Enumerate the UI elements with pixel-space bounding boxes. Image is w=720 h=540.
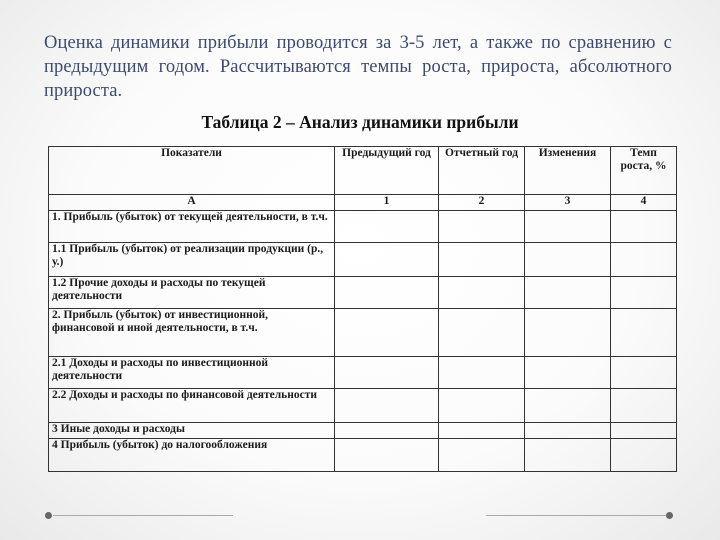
intro-paragraph: Оценка динамики прибыли проводится за 3-5 лет, а также по сравнению с предыдущим годом. Рассчитываются темпы роста, прироста, абсолютного прироста.: [44, 33, 672, 101]
value-cell: [335, 211, 439, 243]
value-cell: [439, 243, 525, 277]
left-ornament-dot: [45, 512, 52, 519]
value-cell: [335, 277, 439, 309]
table-row: [49, 423, 677, 439]
value-cell: [335, 439, 439, 472]
right-ornament-line: [486, 515, 666, 516]
value-cell: [611, 389, 677, 423]
value-cell: [525, 243, 611, 277]
value-cell: [525, 211, 611, 243]
row-label: 1. Прибыль (убыток) от текущей деятельности, в т.ч.: [49, 211, 335, 243]
value-cell: [525, 423, 611, 439]
value-cell: [335, 423, 439, 439]
value-cell: [611, 243, 677, 277]
table-row: [49, 243, 677, 277]
value-cell: [439, 211, 525, 243]
value-cell: [611, 277, 677, 309]
index-cell: 2: [439, 195, 525, 211]
row-label: 1.2 Прочие доходы и расходы по текущей деятельности: [49, 277, 335, 309]
profit-dynamics-table: [48, 146, 677, 472]
value-cell: [439, 357, 525, 389]
table-row: [49, 389, 677, 423]
value-cell: [439, 439, 525, 472]
header-indicators: Показатели: [49, 147, 335, 195]
table-row: [49, 309, 677, 357]
row-label: 4 Прибыль (убыток) до налогообложения: [49, 439, 335, 472]
table-row: [49, 439, 677, 472]
header-reporting-year: Отчетный год: [439, 147, 525, 195]
value-cell: [611, 423, 677, 439]
table-row: [49, 211, 677, 243]
value-cell: [335, 389, 439, 423]
header-previous-year: Предыдущий год: [335, 147, 439, 195]
value-cell: [525, 439, 611, 472]
index-cell: 3: [525, 195, 611, 211]
value-cell: [611, 357, 677, 389]
index-cell: А: [49, 195, 335, 211]
index-cell: 4: [611, 195, 677, 211]
value-cell: [335, 357, 439, 389]
value-cell: [439, 277, 525, 309]
row-label: 2.1 Доходы и расходы по инвестиционной деятельности: [49, 357, 335, 389]
index-cell: 1: [335, 195, 439, 211]
value-cell: [611, 309, 677, 357]
value-cell: [525, 389, 611, 423]
row-label: 2. Прибыль (убыток) от инвестиционной, финансовой и иной деятельности, в т.ч.: [49, 309, 335, 357]
value-cell: [439, 389, 525, 423]
value-cell: [611, 439, 677, 472]
index-row: [49, 195, 677, 211]
row-label: 2.2 Доходы и расходы по финансовой деятельности: [49, 389, 335, 423]
left-ornament-line: [53, 515, 233, 516]
value-cell: [439, 309, 525, 357]
right-ornament-dot: [666, 512, 673, 519]
value-cell: [525, 277, 611, 309]
value-cell: [525, 357, 611, 389]
row-label: 1.1 Прибыль (убыток) от реализации продукции (р., у.): [49, 243, 335, 277]
header-changes: Изменения: [525, 147, 611, 195]
value-cell: [335, 243, 439, 277]
value-cell: [611, 211, 677, 243]
row-label: 3 Иные доходы и расходы: [49, 423, 335, 439]
header-growth-rate: Темп роста, %: [611, 147, 677, 195]
table-row: [49, 277, 677, 309]
header-row: [49, 147, 677, 195]
table-caption: Таблица 2 – Анализ динамики прибыли: [201, 112, 519, 132]
value-cell: [525, 309, 611, 357]
value-cell: [335, 309, 439, 357]
value-cell: [439, 423, 525, 439]
table-row: [49, 357, 677, 389]
